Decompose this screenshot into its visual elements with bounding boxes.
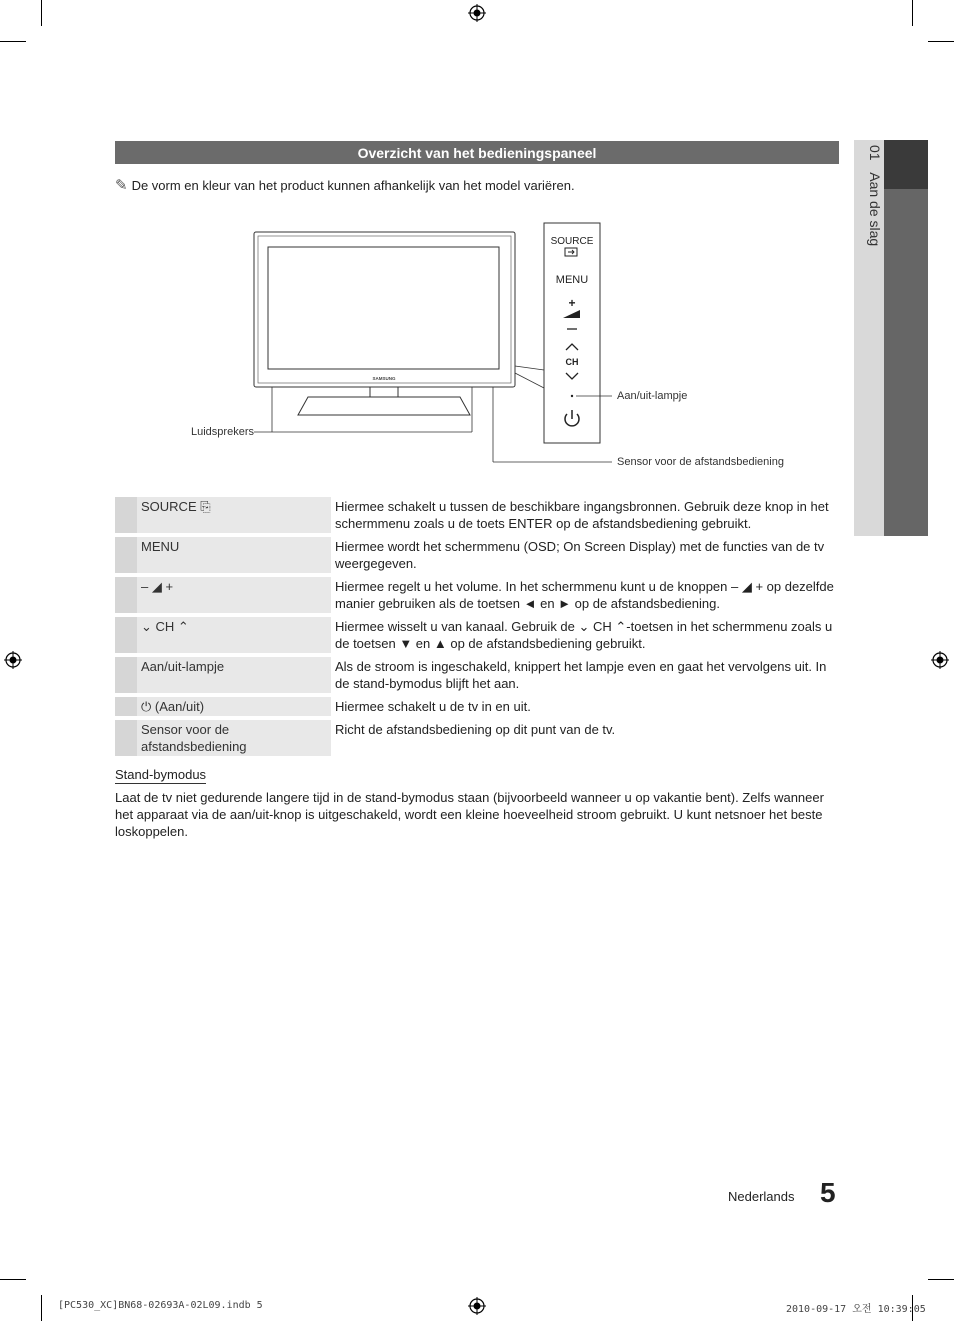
crop-mark <box>0 1279 26 1280</box>
chapter-tab-marker <box>884 140 928 189</box>
control-row <box>115 617 839 653</box>
control-label: SOURCE ⎘ <box>137 497 331 533</box>
power-led-icon <box>571 395 573 397</box>
volume-plus-icon: + <box>568 296 576 310</box>
callout-remote-sensor: Sensor voor de afstandsbediening <box>617 456 784 468</box>
controls-table <box>115 493 839 760</box>
control-label: Sensor voor de afstandsbediening <box>137 720 331 756</box>
control-description: Richt de afstandsbediening op dit punt van de tv. <box>331 720 839 756</box>
chapter-title: Aan de slag <box>867 172 883 247</box>
chapter-tab-dark <box>884 140 928 536</box>
section-header: Overzicht van het bedieningspaneel <box>115 141 839 164</box>
row-marker <box>115 657 137 693</box>
print-timestamp: 2010-09-17 오전 10:39:05 <box>786 1304 926 1315</box>
row-marker <box>115 497 137 533</box>
control-description: Hiermee wisselt u van kanaal. Gebruik de ⌄ CH ⌃-toetsen in het schermmenu zoals u de toetsen ▼ en ▲ op de afstandsbediening gebruikt. <box>331 617 839 653</box>
callout-speakers: Luidsprekers <box>191 426 254 438</box>
note-text: De vorm en kleur van het product kunnen afhankelijk van het model variëren. <box>131 178 575 193</box>
control-row <box>115 537 839 573</box>
crop-mark <box>928 1279 954 1280</box>
tv-diagram <box>180 218 800 478</box>
pencil-icon: ✎ <box>115 177 128 194</box>
standby-text: Laat de tv niet gedurende langere tijd in de stand-bymodus staan (bijvoorbeeld wanneer u op vakantie bent). Zelfs wanneer het apparaat via de aan/uit-knop is uitgeschakeld, wordt een kleine hoeveelheid stroom gebruikt. U kunt netsnoer het beste loskoppelen. <box>115 790 824 839</box>
page-number: 5 <box>820 1177 836 1208</box>
control-label: MENU <box>137 537 331 573</box>
panel-ch-label: CH <box>565 357 579 367</box>
tv-screen <box>268 247 499 369</box>
control-row <box>115 697 839 716</box>
crop-mark <box>912 0 913 26</box>
standby-title: Stand-bymodus <box>115 767 207 782</box>
note <box>115 176 575 194</box>
registration-mark-icon <box>4 651 22 669</box>
control-label: ⏻ (Aan/uit) <box>137 697 331 716</box>
control-row <box>115 720 839 756</box>
brand-logo: SAMSUNG <box>372 376 396 381</box>
control-row <box>115 497 839 533</box>
source-icon: ⎘ <box>196 499 211 514</box>
control-row <box>115 657 839 693</box>
crop-mark <box>41 0 42 26</box>
control-description: Hiermee regelt u het volume. In het schermmenu kunt u de knoppen – ◢ + op dezelfde manier gebruiken als de toetsen ◄ en ► op de afstandsbediening. <box>331 577 839 613</box>
crop-mark <box>0 41 26 42</box>
file-info: [PC530_XC]BN68-02693A-02L09.indb 5 <box>58 1300 263 1311</box>
chapter-tab-label <box>855 145 883 345</box>
control-label: – ◢ + <box>137 577 331 613</box>
panel-menu-label: MENU <box>555 274 589 286</box>
registration-mark-icon <box>468 4 486 22</box>
callout-power-light: Aan/uit-lampje <box>617 390 688 402</box>
row-marker <box>115 720 137 756</box>
control-label: Aan/uit-lampje <box>137 657 331 693</box>
language-label: Nederlands <box>728 1189 795 1204</box>
row-marker <box>115 617 137 653</box>
crop-mark <box>928 41 954 42</box>
row-marker <box>115 537 137 573</box>
registration-mark-icon <box>468 1297 486 1315</box>
chapter-number: 01 <box>867 145 883 161</box>
control-row <box>115 577 839 613</box>
registration-mark-icon <box>931 651 949 669</box>
control-description: Als de stroom is ingeschakeld, knippert het lampje even en gaat het vervolgens uit. In de stand-bymodus blijft het aan. <box>331 657 839 693</box>
control-description: Hiermee schakelt u tussen de beschikbare ingangsbronnen. Gebruik deze knop in het schermmenu zoals u de toets ENTER op de afstandsbediening gebruikt. <box>331 497 839 533</box>
crop-mark <box>41 1295 42 1321</box>
control-description: Hiermee wordt het schermmenu (OSD; On Screen Display) met de functies van de tv weergegeven. <box>331 537 839 573</box>
row-marker <box>115 697 137 716</box>
power-icon: ⏻ <box>141 699 155 714</box>
control-label: ⌄ CH ⌃ <box>137 617 331 653</box>
control-description: Hiermee schakelt u de tv in en uit. <box>331 697 839 716</box>
panel-source-label: SOURCE <box>550 236 594 247</box>
row-marker <box>115 577 137 613</box>
